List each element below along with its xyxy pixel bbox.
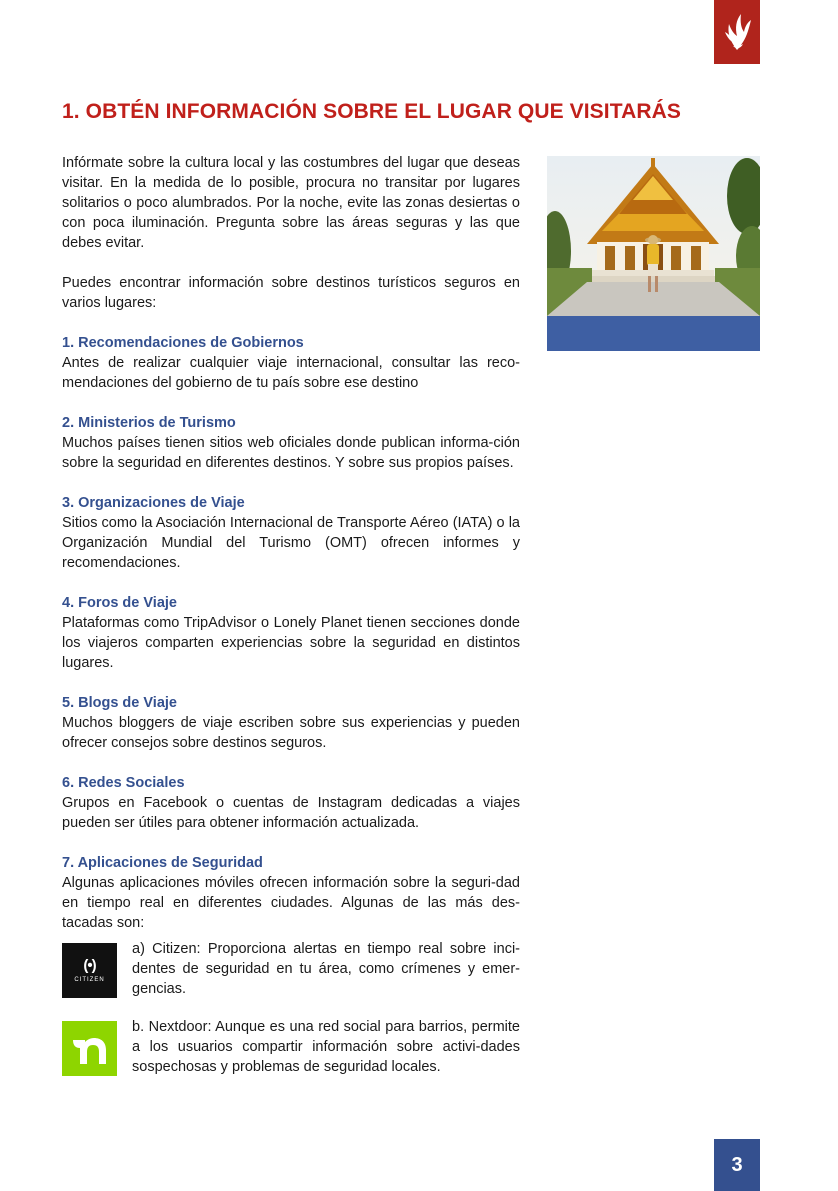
section-body: Antes de realizar cualquier viaje internacional, consultar las reco-mendaciones del gobierno de tu país sobre ese destino xyxy=(62,355,520,391)
nextdoor-n-icon xyxy=(70,1032,110,1066)
section-title: 6. Redes Sociales xyxy=(62,775,185,791)
section-body: Plataformas como TripAdvisor o Lonely Planet tienen secciones donde los viajeros comparten experiencias sobre la seguridad en distintos lugares. xyxy=(62,615,520,671)
section-body: Algunas aplicaciones móviles ofrecen información sobre la seguri-dad en tiempo real en diferentes ciudades. Algunas de las más des-tacadas son: xyxy=(62,875,520,931)
app-description: a) Citizen: Proporciona alertas en tiempo real sobre inci-dentes de seguridad en tu área, como crímenes y emer-gencias. xyxy=(132,941,520,997)
app-description: b. Nextdoor: Aunque es una red social para barrios, permite a los usuarios compartir información sobre activi-dades sospechosas y problemas de seguridad locales. xyxy=(132,1019,520,1075)
intro-paragraph-1: Infórmate sobre la cultura local y las costumbres del lugar que deseas visitar. En la medida de lo posible, procura no transitar por lugares solitarios o poco alumbrados. Por la noche, evite las zonas desiertas o con poca iluminación. Pregunta sobre las áreas seguras y las que debes evitar. xyxy=(62,155,520,251)
phoenix-bird-logo-icon xyxy=(721,10,753,54)
app-list xyxy=(62,939,520,1077)
main-content xyxy=(62,153,520,1077)
section-title: 2. Ministerios de Turismo xyxy=(62,415,236,431)
section-body: Muchos bloggers de viaje escriben sobre sus experiencias y pueden ofrecer consejos sobre destinos seguros. xyxy=(62,715,520,751)
section-body: Grupos en Facebook o cuentas de Instagram dedicadas a viajes pueden ser útiles para obtener información actualizada. xyxy=(62,795,520,831)
traveler-in-front-of-temple-photo xyxy=(547,156,760,351)
section-body: Sitios como la Asociación Internacional de Transporte Aéreo (IATA) o la Organización Mundial del Turismo (OMT) ofrecen informes y recomendaciones. xyxy=(62,515,520,571)
section-foros xyxy=(62,593,520,673)
section-organizaciones xyxy=(62,493,520,573)
section-blogs xyxy=(62,693,520,753)
section-title: 3. Organizaciones de Viaje xyxy=(62,495,245,511)
section-title: 5. Blogs de Viaje xyxy=(62,695,177,711)
section-title: 4. Foros de Viaje xyxy=(62,595,177,611)
nextdoor-app-icon xyxy=(62,1021,117,1076)
app-item-citizen xyxy=(62,939,520,999)
section-gobiernos xyxy=(62,333,520,393)
page-title: 1. OBTÉN INFORMACIÓN SOBRE EL LUGAR QUE VISITARÁS xyxy=(62,100,681,123)
section-title: 7. Aplicaciones de Seguridad xyxy=(62,855,263,871)
intro-paragraph-2: Puedes encontrar información sobre destinos turísticos seguros en varios lugares: xyxy=(62,275,520,311)
section-redes xyxy=(62,773,520,833)
logo-tab xyxy=(714,0,760,64)
app-item-nextdoor xyxy=(62,1017,520,1077)
section-title: 1. Recomendaciones de Gobiernos xyxy=(62,335,304,351)
section-body: Muchos países tienen sitios web oficiales donde publican informa-ción sobre la seguridad en diferentes destinos. Y sobre sus propios países. xyxy=(62,435,520,471)
section-ministerios xyxy=(62,413,520,473)
page-number: 3 xyxy=(714,1139,760,1191)
section-aplicaciones xyxy=(62,853,520,1077)
citizen-app-icon xyxy=(62,943,117,998)
citizen-signal-icon: (•) xyxy=(83,956,96,974)
citizen-icon-label: CITIZEN xyxy=(74,976,105,983)
